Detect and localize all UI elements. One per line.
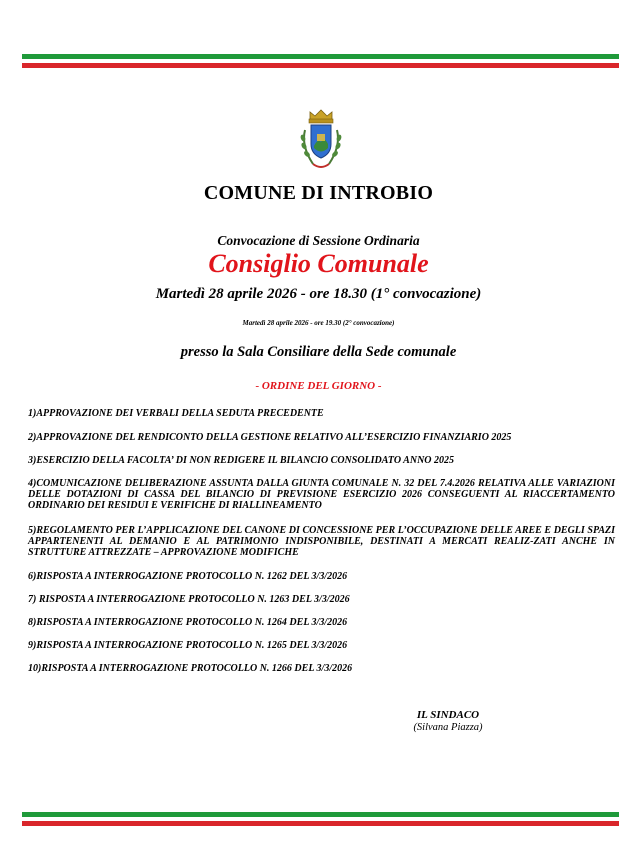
tricolor-band-top xyxy=(22,54,619,68)
agenda-item-9: 9)RISPOSTA A INTERROGAZIONE PROTOCOLLO N. 1265 DEL 3/3/2026 xyxy=(28,640,348,651)
signatory-role: IL SINDACO xyxy=(416,709,480,721)
agenda-item-10: 10)RISPOSTA A INTERROGAZIONE PROTOCOLLO N. 1266 DEL 3/3/2026 xyxy=(28,663,353,674)
agenda-item-3: 3)ESERCIZIO DELLA FACOLTA’ DI NON REDIGERE IL BILANCIO CONSOLIDATO ANNO 2025 xyxy=(28,455,455,466)
agenda-item-5: 5)REGOLAMENTO PER L’APPLICAZIONE DEL CANONE DI CONCESSIONE PER L’OCCUPAZIONE DELLE AREE E DEGLI SPAZI APPARTENENTI AL DEMANIO E AL PATRIMONIO INDISPONIBILE, DESTINATI A MERCATI REALIZ-ZATI ANCHE IN STRUTTURE ATTREZZATE – APPROVAZIONE MODIFICHE xyxy=(28,525,615,558)
council-headline: Consiglio Comunale xyxy=(208,249,429,278)
agenda-item-2: 2)APPROVAZIONE DEL RENDICONTO DELLA GESTIONE RELATIVO ALL’ESERCIZIO FINANZIARIO 2025 xyxy=(28,432,512,443)
agenda-item-8: 8)RISPOSTA A INTERROGAZIONE PROTOCOLLO N. 1264 DEL 3/3/2026 xyxy=(28,617,348,628)
signature-block xyxy=(398,709,498,733)
signatory-name: (Silvana Piazza) xyxy=(413,722,483,733)
agenda-item-1: 1)APPROVAZIONE DEI VERBALI DELLA SEDUTA PRECEDENTE xyxy=(28,408,324,419)
meeting-venue: presso la Sala Consiliare della Sede comunale xyxy=(180,344,457,360)
first-convocation-date: Martedì 28 aprile 2026 - ore 18.30 (1° convocazione) xyxy=(155,286,482,302)
page-title: COMUNE DI INTROBIO xyxy=(203,182,434,204)
agenda-heading: - ORDINE DEL GIORNO - xyxy=(255,380,382,392)
agenda-item-6: 6)RISPOSTA A INTERROGAZIONE PROTOCOLLO N. 1262 DEL 3/3/2026 xyxy=(28,571,348,582)
tricolor-band-bottom xyxy=(22,812,619,826)
agenda-item-4: 4)COMUNICAZIONE DELIBERAZIONE ASSUNTA DALLA GIUNTA COMUNALE N. 32 DEL 7.4.2026 RELATIVA ALLE VARIAZIONI DELLE DOTAZIONI DI CASSA DEL BILANCIO DI PREVISIONE ESERCIZIO 2026 CONSEGUENTI AL RIACCERTAMENTO ORDINARIO DEI RESIDUI E VERIFICHE DI RIALLINEAMENTO xyxy=(28,478,615,511)
municipal-crest-icon xyxy=(295,108,347,174)
agenda-item-7: 7) RISPOSTA A INTERROGAZIONE PROTOCOLLO N. 1263 DEL 3/3/2026 xyxy=(28,594,350,605)
second-convocation-date: Martedì 28 aprile 2026 - ore 19.30 (2° convocazione) xyxy=(242,319,395,327)
session-subtitle: Convocazione di Sessione Ordinaria xyxy=(217,233,420,248)
